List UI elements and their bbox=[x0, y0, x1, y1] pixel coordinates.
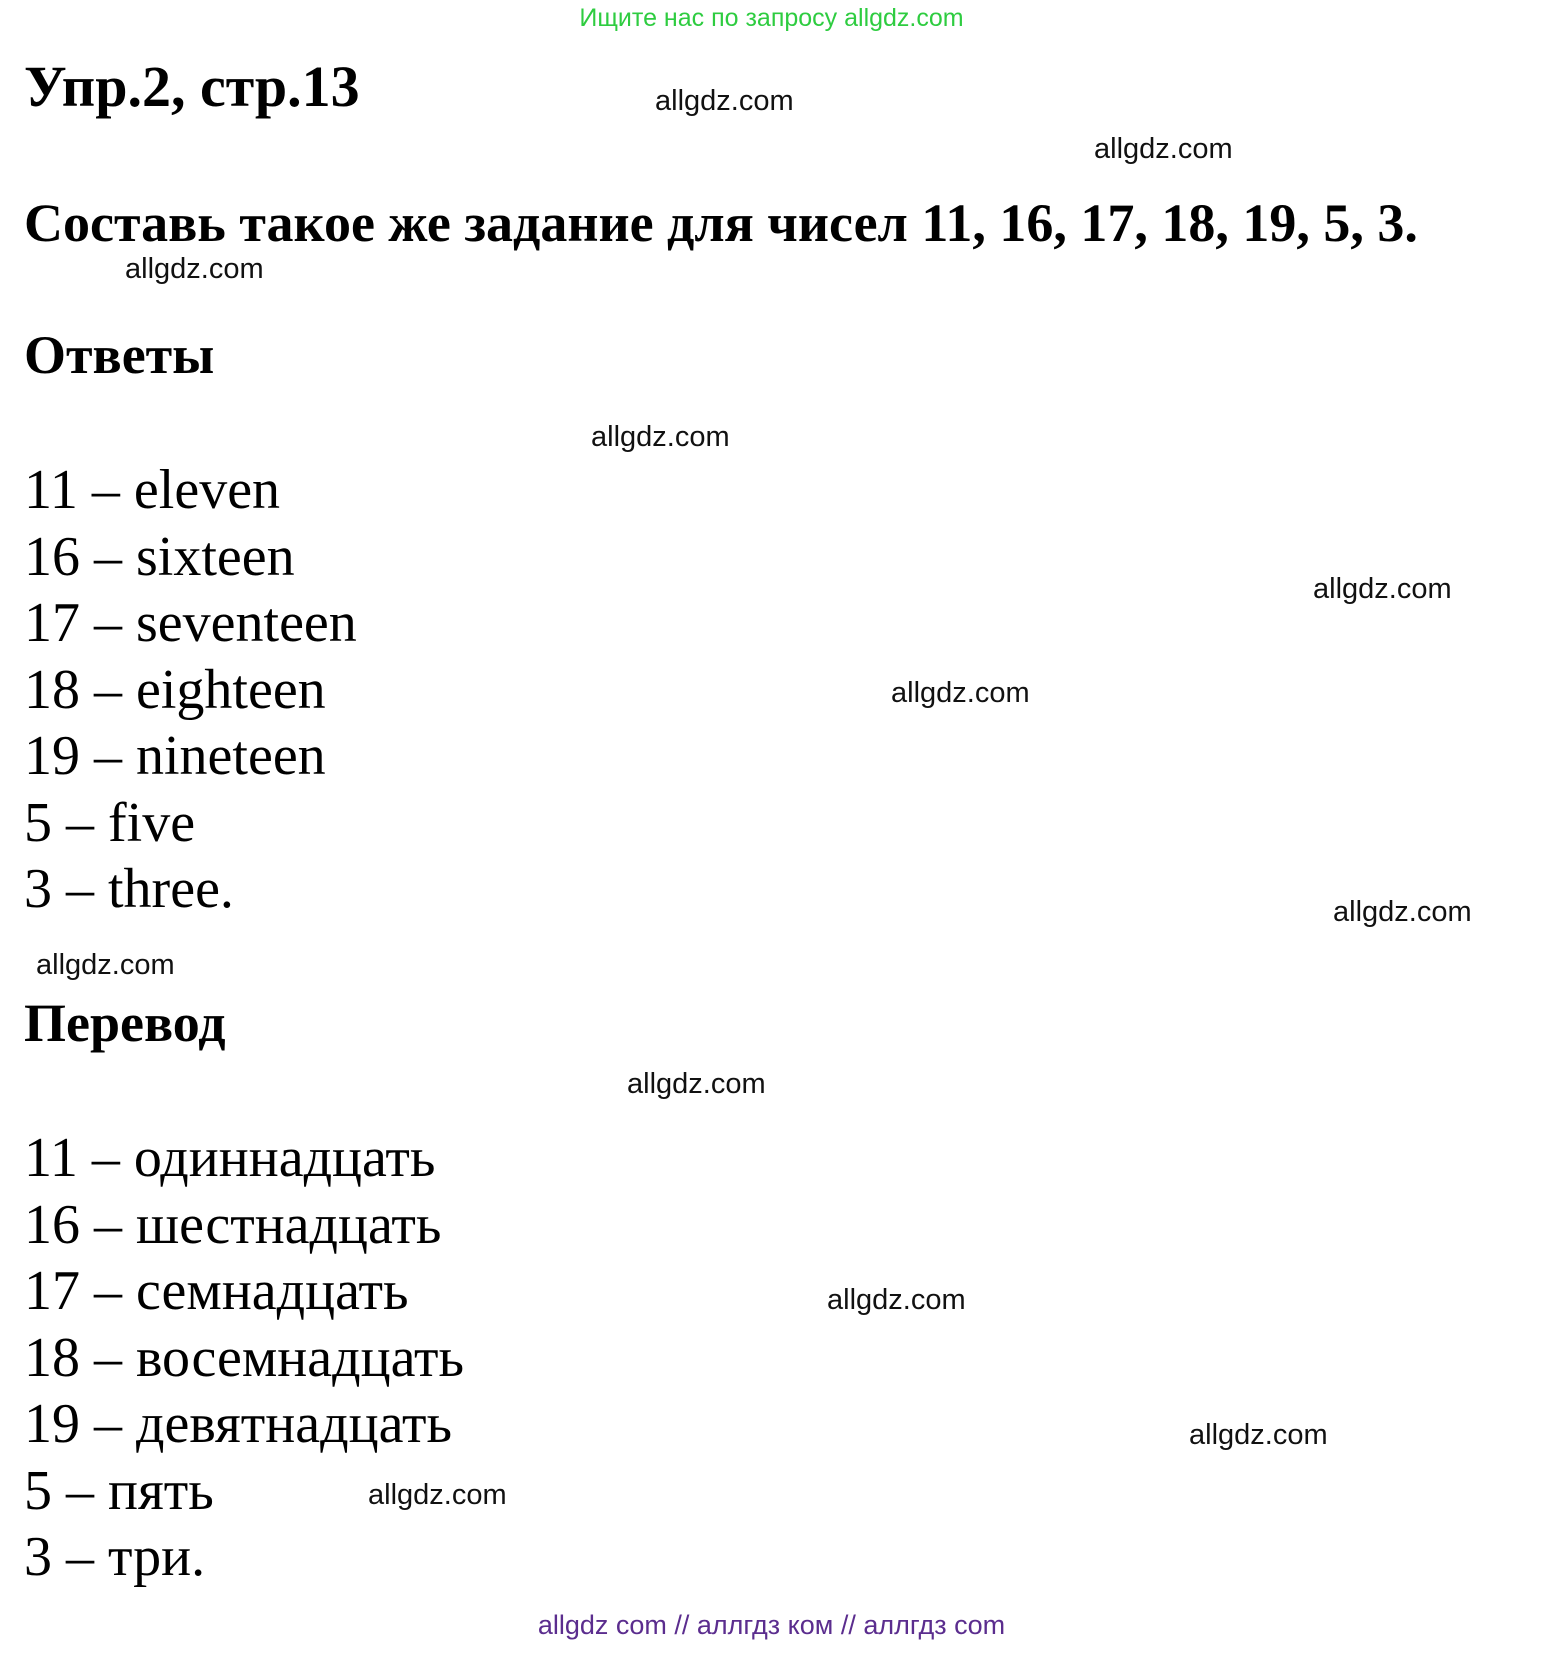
translation-item: 16 – шестнадцать bbox=[24, 1193, 442, 1256]
watermark: allgdz.com bbox=[36, 949, 175, 981]
answer-item: 3 – three. bbox=[24, 858, 234, 920]
answer-item: 11 – eleven bbox=[24, 459, 281, 521]
translation-item: 18 – восемнадцать bbox=[24, 1326, 464, 1389]
watermark: allgdz.com bbox=[1333, 896, 1472, 928]
answer-item: 17 – seventeen bbox=[24, 592, 357, 654]
watermark: allgdz.com bbox=[655, 85, 794, 117]
translation-item: 19 – девятнадцать bbox=[24, 1393, 452, 1455]
translation-item: 17 – семнадцать bbox=[24, 1260, 409, 1322]
translation-list bbox=[24, 1125, 464, 1591]
answer-item: 18 – eighteen bbox=[24, 658, 326, 721]
watermark: allgdz.com bbox=[1189, 1419, 1328, 1451]
watermark: allgdz.com bbox=[125, 253, 264, 285]
translation-item: 3 – три. bbox=[24, 1526, 206, 1588]
watermark: allgdz.com bbox=[1313, 573, 1452, 605]
watermark: allgdz.com bbox=[591, 421, 730, 453]
translation-heading: Перевод bbox=[24, 993, 226, 1053]
answer-item: 16 – sixteen bbox=[24, 525, 295, 588]
answers-list bbox=[24, 457, 357, 923]
footer-text: allgdz com // аллгдз ком // аллгдз com bbox=[537, 1610, 1006, 1640]
translation-item: 5 – пять bbox=[24, 1459, 214, 1522]
watermark: allgdz.com bbox=[627, 1068, 766, 1100]
answers-heading: Ответы bbox=[24, 325, 215, 385]
answer-item: 5 – five bbox=[24, 791, 196, 854]
watermark: allgdz.com bbox=[827, 1284, 966, 1316]
answer-item: 19 – nineteen bbox=[24, 725, 326, 787]
task-text: Составь такое же задание для чисел 11, 16, 17, 18, 19, 5, 3. bbox=[24, 193, 1418, 253]
translation-item: 11 – одиннадцать bbox=[24, 1127, 436, 1189]
exercise-title: Упр.2, стр.13 bbox=[24, 54, 360, 119]
watermark: allgdz.com bbox=[1094, 133, 1233, 165]
watermark: allgdz.com bbox=[368, 1479, 507, 1511]
watermark: allgdz.com bbox=[891, 677, 1030, 709]
top-banner-text: Ищите нас по запросу allgdz.com bbox=[579, 4, 964, 32]
